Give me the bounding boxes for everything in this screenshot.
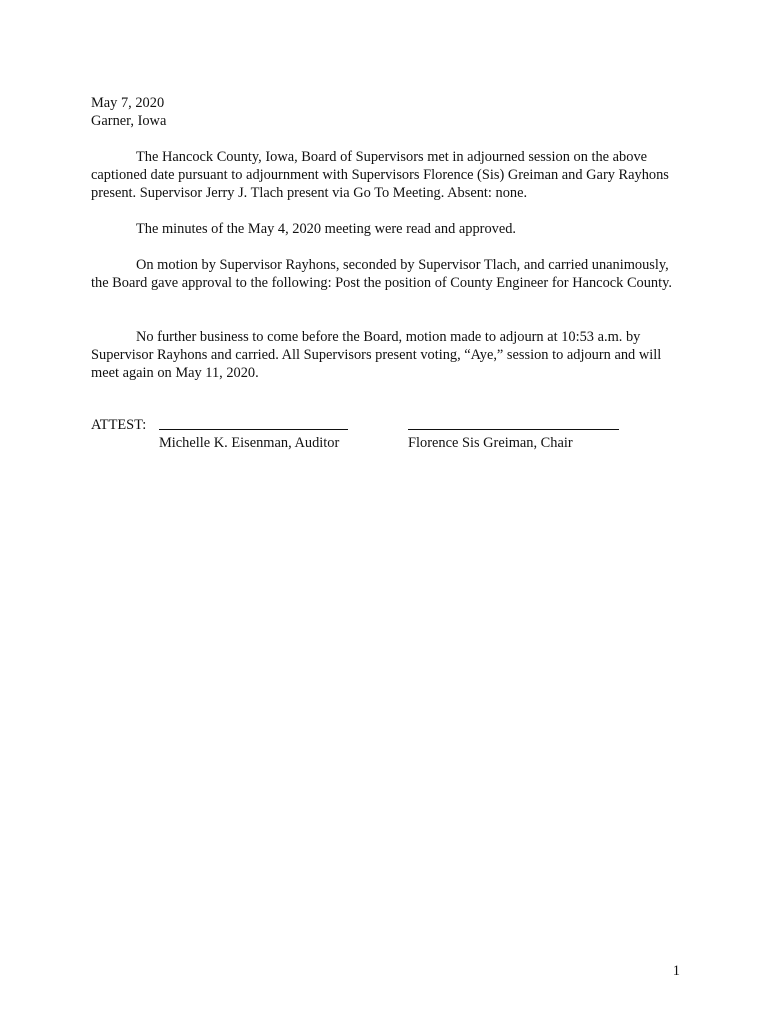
chair-name: Florence Sis Greiman, Chair xyxy=(408,435,573,451)
paragraph-attendance: The Hancock County, Iowa, Board of Supervisors met in adjourned session on the above captioned date pursuant to adjournment with Supervisors Florence (Sis) Greiman and Gary Rayhons present. Supervisor Jerry J. Tlach present via Go To Meeting. Absent: none. xyxy=(91,149,669,201)
paragraph-adjournment: No further business to come before the Board, motion made to adjourn at 10:53 a.m. by Supervisor Rayhons and carried. All Supervisors present voting, “Aye,” session to adjourn and will meet again on May 11, 2020. xyxy=(91,329,662,381)
auditor-name: Michelle K. Eisenman, Auditor xyxy=(159,435,340,451)
chair-signature-line xyxy=(408,429,619,430)
auditor-signature-line xyxy=(159,429,348,430)
page-number: 1 xyxy=(672,963,680,979)
meeting-location: Garner, Iowa xyxy=(91,113,167,129)
attest-label: ATTEST: xyxy=(91,417,147,433)
meeting-date: May 7, 2020 xyxy=(91,95,165,111)
paragraph-minutes-approval: The minutes of the May 4, 2020 meeting were read and approved. xyxy=(136,221,517,237)
paragraph-motion: On motion by Supervisor Rayhons, seconded by Supervisor Tlach, and carried unanimously, the Board gave approval to the following: Post the position of County Engineer for Hancock County. xyxy=(91,257,672,291)
